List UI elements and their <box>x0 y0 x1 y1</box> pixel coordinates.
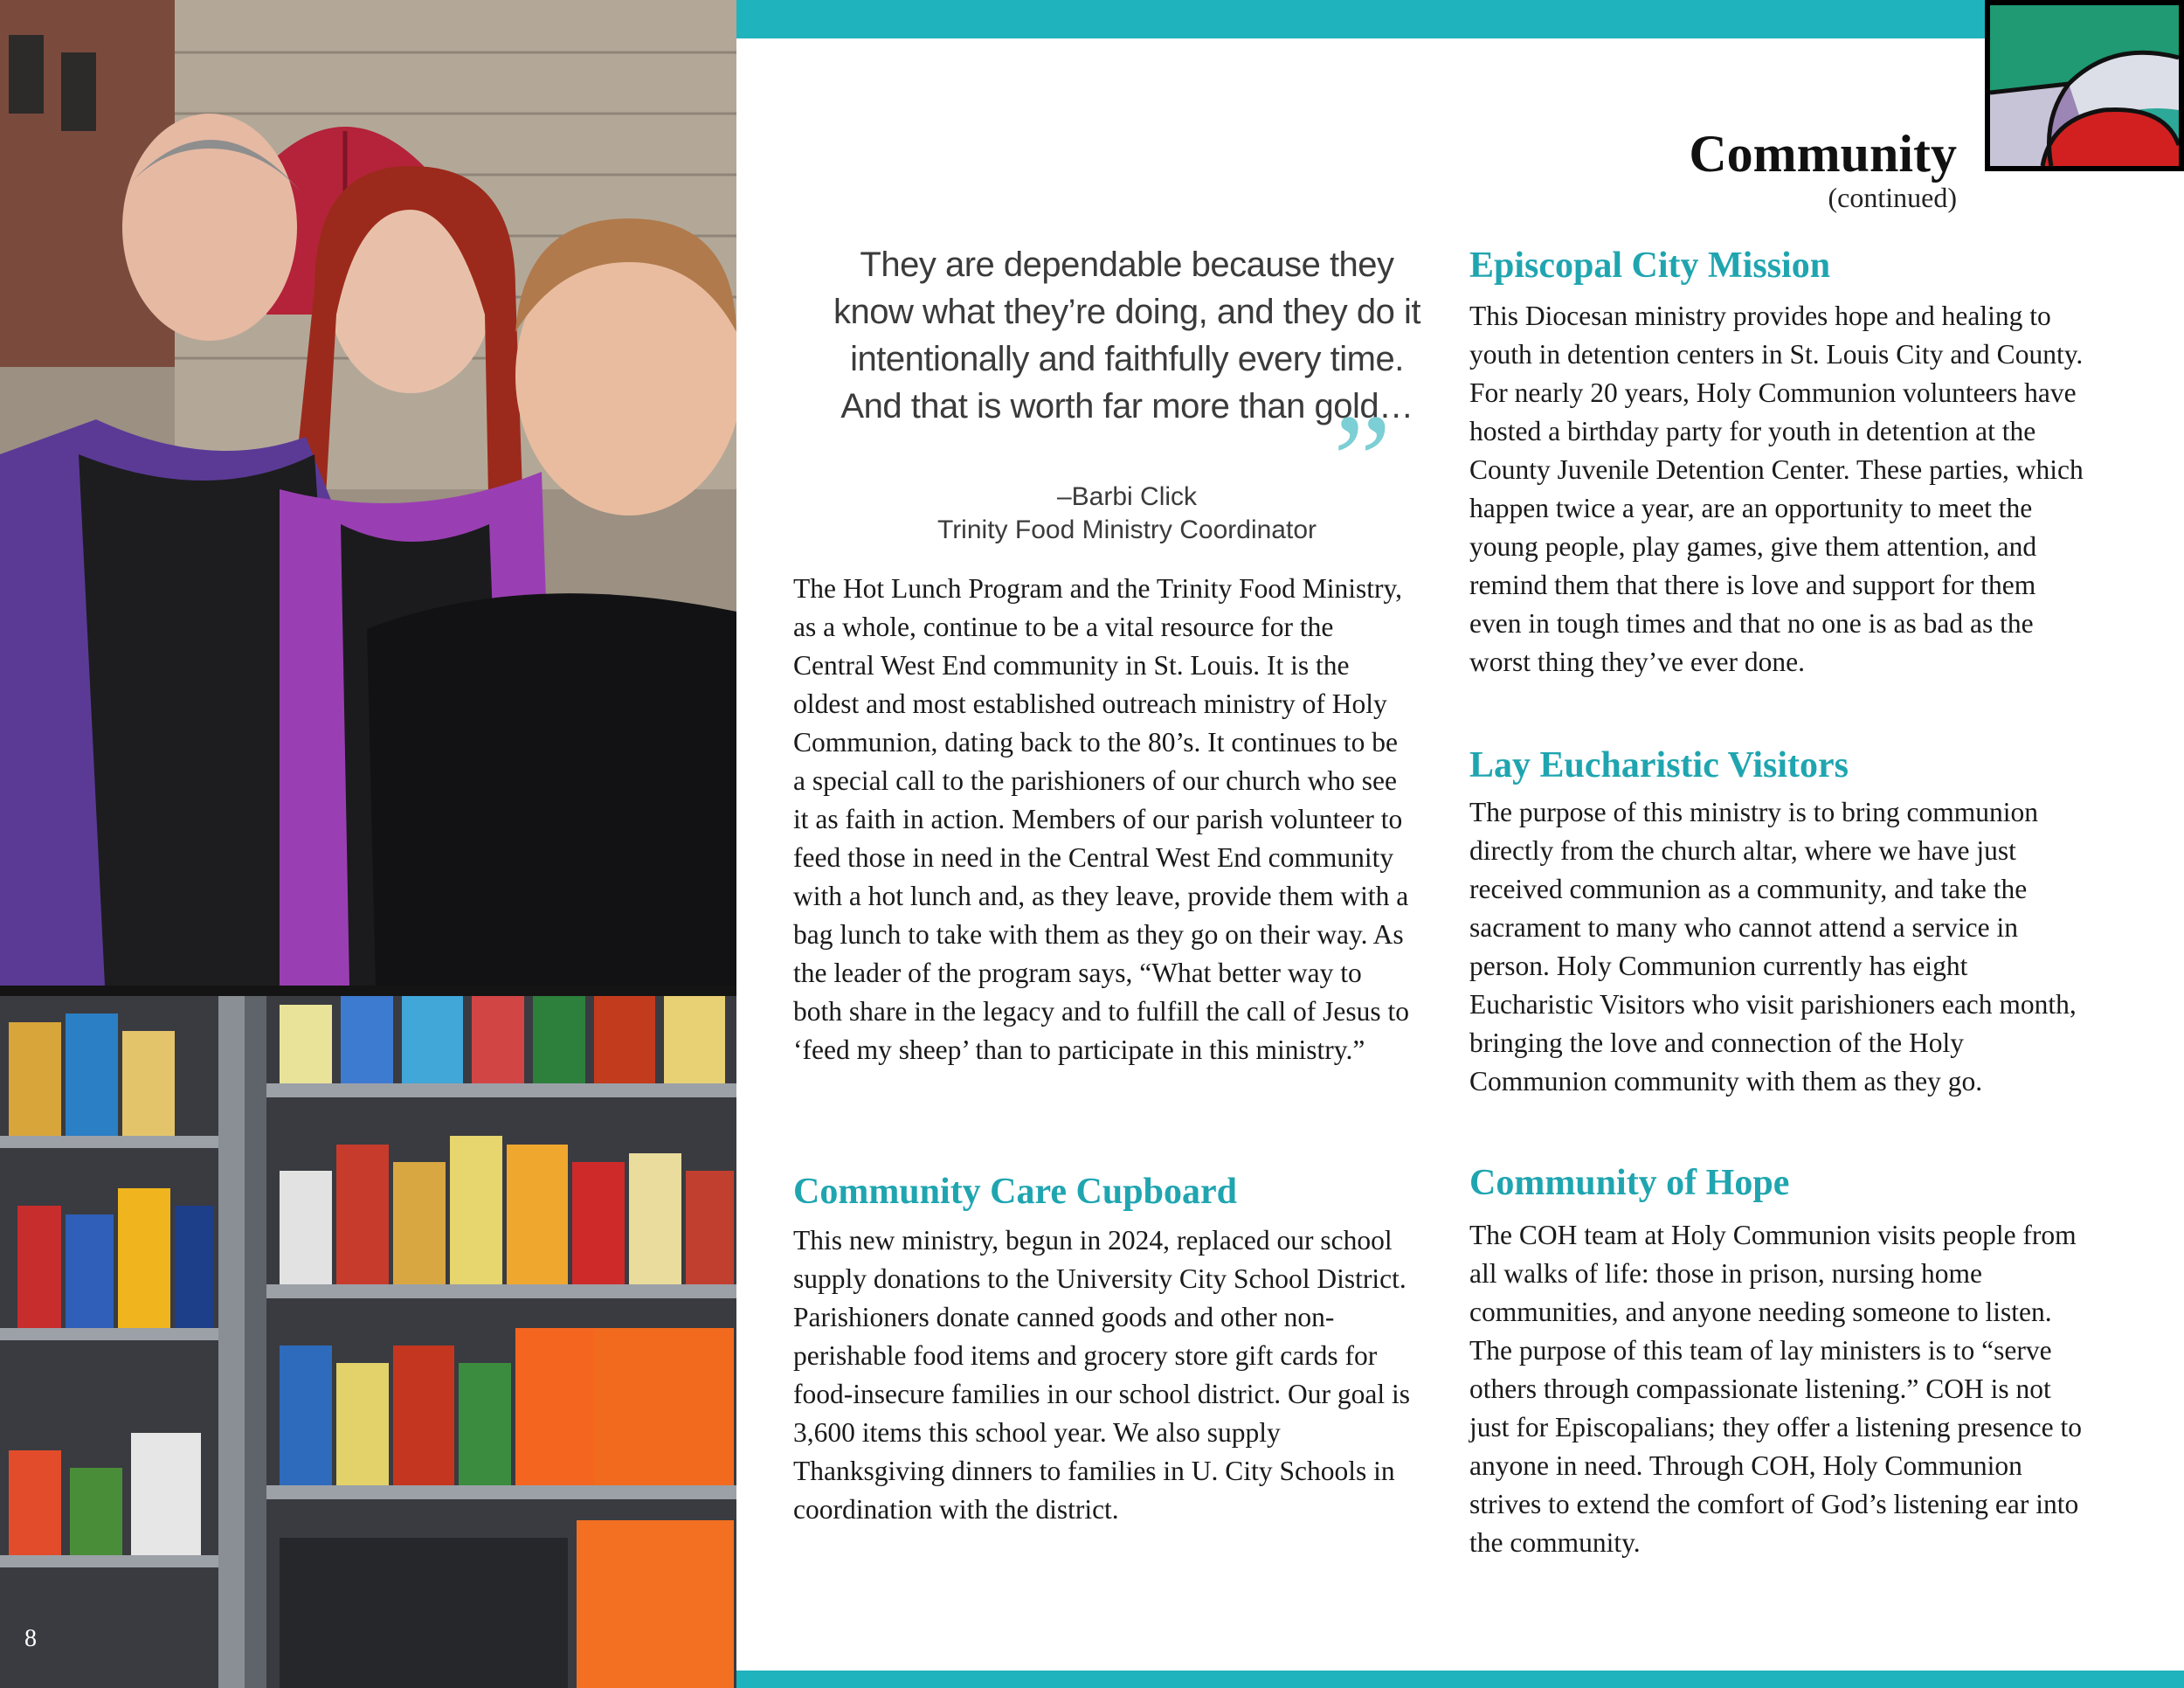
intro-paragraph: The Hot Lunch Program and the Trinity Food Ministry, as a whole, continue to be a vital resource for the Central West End community in St. Louis. It is the oldest and most established outreach ministry of Holy Communion, dating back to the 80’s. It continues to be a special call to the parishioners of our church who see it as faith in action. Members of our parish volunteer to feed those in need in the Central West End community with a hot lunch and, as they leave, provide them with a bag lunch to take with them as they go on their way. As the leader of the program says, “What better way to both share in the legacy and to fulfill the call of Jesus to ‘feed my sheep’ than to participate in this ministry.” <box>793 573 1410 1065</box>
lay-visitors-heading: Lay Eucharistic Visitors <box>1469 745 1849 785</box>
cupboard-heading: Community Care Cupboard <box>793 1172 1237 1212</box>
page-subtitle: (continued) <box>1828 182 1957 213</box>
cupboard-paragraph: This new ministry, begun in 2024, replaced our school supply donations to the University City School District. Parishioners donate canned goods and other non-perishable food items and grocery store gift cards for food-insecure families in our school district. Our goal is 3,600 items this school year. We also supply Thanksgiving dinners to families in U. City Schools in coordination with the district. <box>793 1225 1410 1525</box>
quote-attribution-name: –Barbi Click <box>1056 482 1198 511</box>
clergy-selfie-photo <box>0 0 736 986</box>
top-accent-bar <box>736 0 2184 38</box>
city-mission-paragraph: This Diocesan ministry provides hope and healing to youth in detention centers in St. Louis City and County. For nearly 20 years, Holy Communion volunteers have hosted a birthday party for youth in detention at the County Juvenile Detention Center. These parties, which happen twice a year, are an opportunity to meet the young people, play games, give them attention, and remind them that there is love and support for them even in tough times and that no one is as bad as the worst thing they’ve ever done. <box>1469 301 2084 677</box>
bottom-accent-bar <box>736 1671 2184 1688</box>
photo-divider <box>0 986 736 996</box>
hope-paragraph: The COH team at Holy Communion visits people from all walks of life: those in prison, nursing home communities, and anyone needing someone to listen. The purpose of this team of lay ministers is to “serve others through compassionate listening.” COH is not just for Episcopalians; they offer a listening presence to anyone in need. Through COH, Holy Communion strives to extend the comfort of God’s listening ear into the community. <box>1469 1220 2082 1558</box>
page-title: Community <box>1689 125 1957 183</box>
stained-glass-image <box>1985 0 2184 171</box>
food-pantry-shelves-photo <box>0 996 736 1688</box>
pull-quote: They are dependable because they know what they’re doing, and they do it intentionally and faithfully every time. And that is worth far more than gold… <box>833 246 1421 425</box>
page-number: 8 <box>24 1625 37 1652</box>
pantry-illustration <box>0 996 736 1688</box>
city-mission-heading: Episcopal City Mission <box>1469 246 1831 286</box>
clergy-selfie-illustration <box>0 0 736 986</box>
lay-visitors-paragraph: The purpose of this ministry is to bring communion directly from the church altar, where we have just received communion as a community, and take the sacrament to many who cannot attend a service in person. Holy Communion currently has eight Eucharistic Visitors who visit parishioners each month, bringing the love and connection of the Holy Communion community with them as they go. <box>1469 797 2077 1097</box>
quote-attribution-role: Trinity Food Ministry Coordinator <box>936 515 1317 544</box>
quote-mark-icon: ” <box>1333 388 1392 533</box>
stained-glass-illustration <box>1990 5 2179 166</box>
hope-heading: Community of Hope <box>1469 1163 1790 1203</box>
